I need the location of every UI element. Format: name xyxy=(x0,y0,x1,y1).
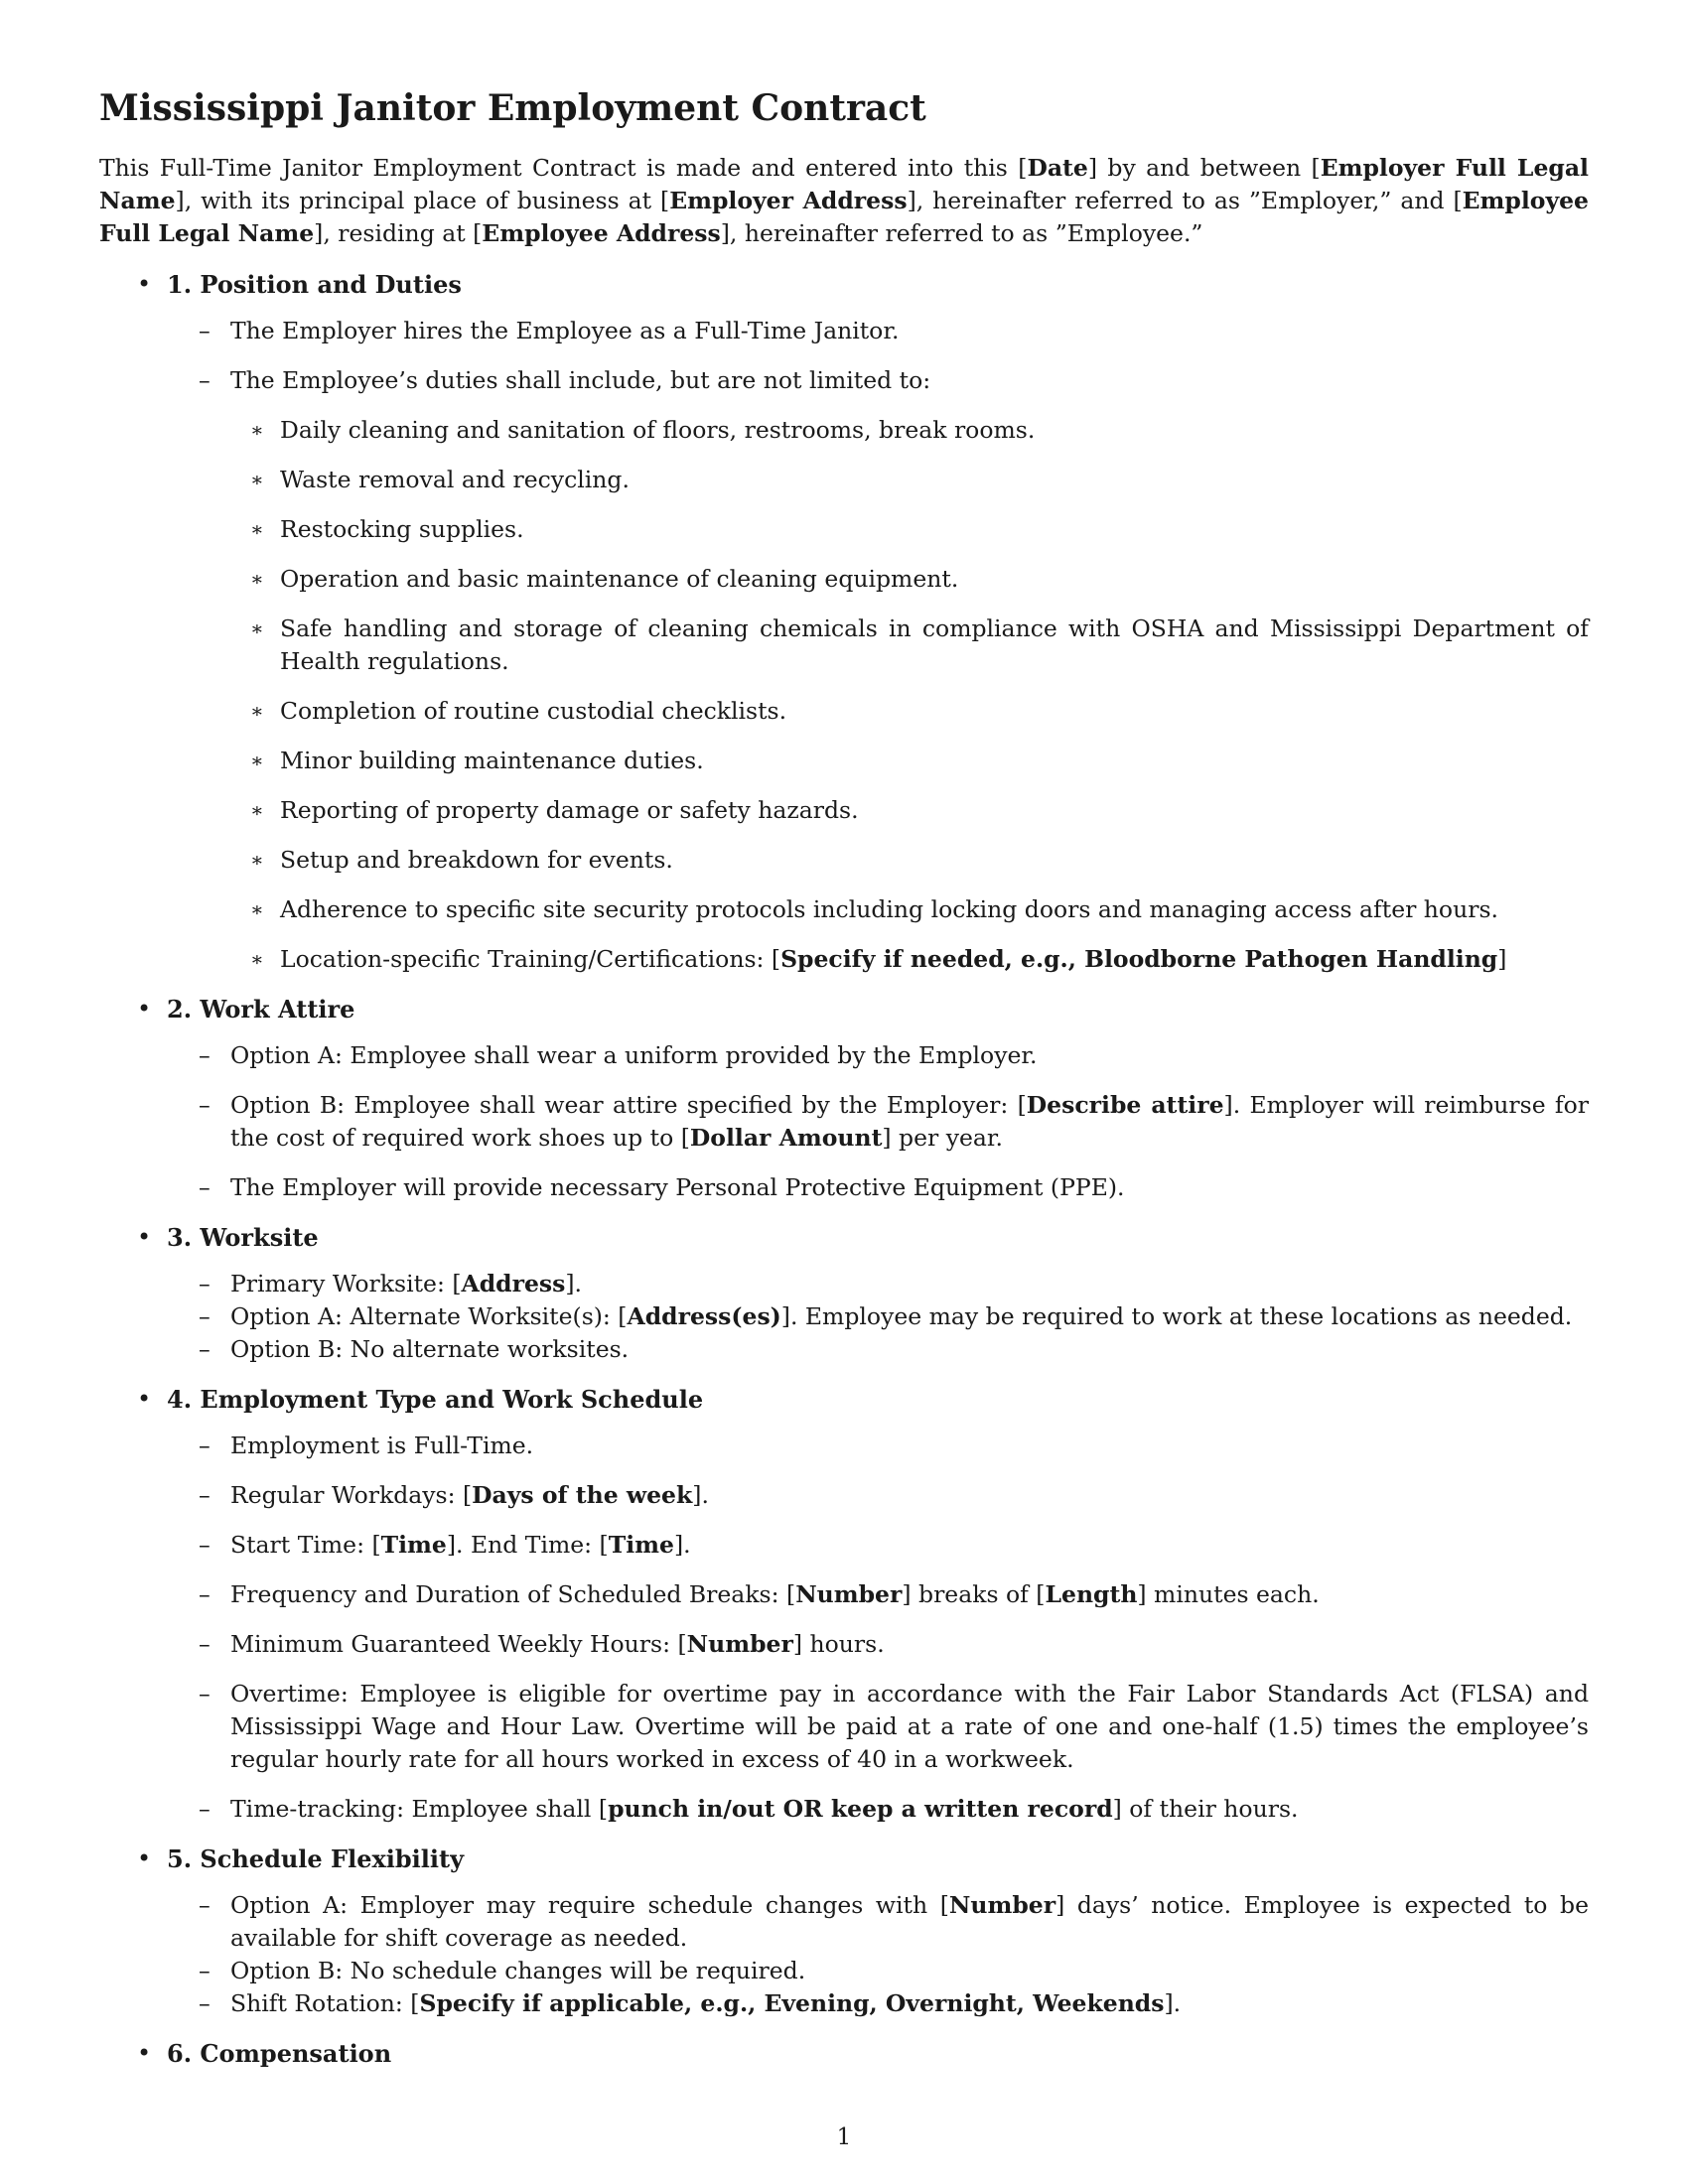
section-title: 5. Schedule Flexibility xyxy=(167,1844,465,1874)
intro-paragraph xyxy=(99,152,1589,250)
notice-days-placeholder: Number xyxy=(948,1891,1056,1920)
list-item xyxy=(167,1089,1589,1155)
list-item xyxy=(167,1529,1589,1562)
list-item xyxy=(167,1171,1589,1204)
bullet-icon: • xyxy=(137,995,152,1024)
list-item-text: ] minutes each. xyxy=(1137,1580,1320,1609)
section-position-duties xyxy=(99,268,1589,976)
list-item xyxy=(167,1678,1589,1776)
end-time-placeholder: Time xyxy=(608,1531,674,1560)
list-item xyxy=(167,1039,1589,1072)
intro-text: ], residing at [ xyxy=(314,219,483,248)
list-item-text: The Employer will provide necessary Personal Protective Equipment (PPE). xyxy=(230,1173,1125,1202)
list-item-text: The Employee’s duties shall include, but are not limited to: xyxy=(230,366,931,395)
dash-icon: – xyxy=(199,1173,211,1202)
list-item-text: The Employer hires the Employee as a Full-Time Janitor. xyxy=(230,317,900,345)
duty-text: ] xyxy=(1497,945,1507,974)
bullet-icon: • xyxy=(137,1844,152,1873)
list-item-text: Option B: Employee shall wear attire specified by the Employer: [ xyxy=(230,1091,1027,1120)
bullet-icon: • xyxy=(137,2039,152,2068)
dash-icon: – xyxy=(199,1270,211,1298)
alternate-address-placeholder: Address(es) xyxy=(627,1302,781,1331)
star-icon: ∗ xyxy=(250,848,264,873)
dash-icon: – xyxy=(199,1580,211,1609)
list-item xyxy=(167,1793,1589,1826)
dash-icon: – xyxy=(199,1680,211,1708)
dash-icon: – xyxy=(199,1630,211,1659)
list-item-text: Minimum Guaranteed Weekly Hours: [ xyxy=(230,1630,687,1659)
section-compensation xyxy=(99,2037,1589,2070)
list-item xyxy=(167,315,1589,347)
list-item-text: Time-tracking: Employee shall [ xyxy=(230,1795,609,1824)
dash-icon: – xyxy=(199,317,211,345)
duty-text: Restocking supplies. xyxy=(280,515,524,544)
list-item xyxy=(167,364,1589,397)
list-item-text: Option A: Alternate Worksite(s): [ xyxy=(230,1302,628,1331)
list-item-text: ]. xyxy=(673,1531,691,1560)
list-item-text: ] of their hours. xyxy=(1112,1795,1299,1824)
star-icon: ∗ xyxy=(250,897,264,922)
duty-item xyxy=(167,613,1589,678)
star-icon: ∗ xyxy=(250,798,264,823)
list-item-text: Shift Rotation: [ xyxy=(230,1989,420,2018)
list-item-text: ] days’ notice. Employee is expected to be available for shift coverage as needed. xyxy=(230,1891,1589,1953)
star-icon: ∗ xyxy=(250,468,264,492)
list-item-text: ] per year. xyxy=(882,1124,1004,1153)
intro-text: ], hereinafter referred to as ”Employee.” xyxy=(720,219,1203,248)
list-item-text: Frequency and Duration of Scheduled Breaks: [ xyxy=(230,1580,796,1609)
breaks-number-placeholder: Number xyxy=(795,1580,903,1609)
employer-name-placeholder: Employer Full Legal Name xyxy=(99,154,1589,215)
duty-text: Minor building maintenance duties. xyxy=(280,747,704,775)
dash-icon: – xyxy=(199,1891,211,1920)
duty-item xyxy=(167,563,1589,596)
dash-icon: – xyxy=(199,1795,211,1824)
list-item xyxy=(167,1300,1589,1333)
star-icon: ∗ xyxy=(250,567,264,592)
list-item xyxy=(167,1955,1589,1987)
page-number: 1 xyxy=(836,2124,852,2150)
duty-item xyxy=(167,893,1589,926)
time-tracking-placeholder: punch in/out OR keep a written record xyxy=(608,1795,1113,1824)
list-item-text: ]. End Time: [ xyxy=(446,1531,609,1560)
dash-icon: – xyxy=(199,1335,211,1364)
dash-icon: – xyxy=(199,1989,211,2018)
document-title: Mississippi Janitor Employment Contract xyxy=(99,87,926,129)
list-item-text: Option B: No schedule changes will be required. xyxy=(230,1957,806,1985)
start-time-placeholder: Time xyxy=(380,1531,447,1560)
attire-placeholder: Describe attire xyxy=(1026,1091,1224,1120)
duty-text: Operation and basic maintenance of cleaning equipment. xyxy=(280,565,959,594)
bullet-icon: • xyxy=(137,1223,152,1252)
address-placeholder: Address xyxy=(461,1270,566,1298)
list-item-text: ] breaks of [ xyxy=(902,1580,1046,1609)
list-item xyxy=(167,1628,1589,1661)
duty-text: Reporting of property damage or safety hazards. xyxy=(280,796,859,825)
employer-address-placeholder: Employer Address xyxy=(669,187,908,215)
list-item-text: ]. xyxy=(692,1481,709,1510)
duty-item xyxy=(167,414,1589,447)
star-icon: ∗ xyxy=(250,699,264,724)
dash-icon: – xyxy=(199,1481,211,1510)
list-item xyxy=(167,1430,1589,1462)
dash-icon: – xyxy=(199,1302,211,1331)
list-item-text: Overtime: Employee is eligible for overtime pay in accordance with the Fair Labor Standards Act (FLSA) and Mississippi Wage and Hour Law. Overtime will be paid at a rate of one and one-half (1.5) times the employee’s regular hourly rate for all hours worked in excess of 40 in a workweek. xyxy=(230,1680,1589,1774)
section-schedule-flexibility xyxy=(99,1843,1589,2020)
duty-item xyxy=(167,745,1589,777)
list-item-text: Option A: Employee shall wear a uniform provided by the Employer. xyxy=(230,1041,1038,1070)
section-title: 1. Position and Duties xyxy=(167,270,462,300)
shift-rotation-placeholder: Specify if applicable, e.g., Evening, Overnight, Weekends xyxy=(419,1989,1165,2018)
section-title: 4. Employment Type and Work Schedule xyxy=(167,1385,704,1415)
duty-text: Setup and breakdown for events. xyxy=(280,846,673,875)
star-icon: ∗ xyxy=(250,947,264,972)
list-item-text: ]. xyxy=(1164,1989,1182,2018)
dash-icon: – xyxy=(199,366,211,395)
dollar-amount-placeholder: Dollar Amount xyxy=(689,1124,883,1153)
duty-text: Waste removal and recycling. xyxy=(280,466,630,494)
section-work-attire xyxy=(99,993,1589,1204)
duty-item xyxy=(167,513,1589,546)
list-item-text: Option B: No alternate worksites. xyxy=(230,1335,630,1364)
min-hours-placeholder: Number xyxy=(686,1630,793,1659)
section-list xyxy=(99,268,1589,2070)
intro-text: ], with its principal place of business at [ xyxy=(175,187,670,215)
list-item-text: Option A: Employer may require schedule changes with [ xyxy=(230,1891,949,1920)
duty-text: Location-specific Training/Certifications: [ xyxy=(280,945,781,974)
training-placeholder: Specify if needed, e.g., Bloodborne Pathogen Handling xyxy=(780,945,1498,974)
section-employment-schedule xyxy=(99,1383,1589,1826)
list-item-text: ] hours. xyxy=(792,1630,885,1659)
section-title: 6. Compensation xyxy=(167,2039,392,2069)
duty-text: Daily cleaning and sanitation of floors, restrooms, break rooms. xyxy=(280,416,1036,445)
employee-name-placeholder: Employee Full Legal Name xyxy=(99,187,1590,248)
intro-text: This Full-Time Janitor Employment Contract is made and entered into this [ xyxy=(99,154,1028,183)
duty-item-training xyxy=(167,943,1589,976)
list-item-text: Employment is Full-Time. xyxy=(230,1432,534,1460)
duty-text: Safe handling and storage of cleaning chemicals in compliance with OSHA and Mississippi Department of Health regulations. xyxy=(280,614,1589,676)
duty-item xyxy=(167,844,1589,877)
list-item-text: Start Time: [ xyxy=(230,1531,381,1560)
breaks-length-placeholder: Length xyxy=(1045,1580,1138,1609)
star-icon: ∗ xyxy=(250,749,264,773)
duty-item xyxy=(167,695,1589,728)
intro-text: ] by and between [ xyxy=(1087,154,1321,183)
workdays-placeholder: Days of the week xyxy=(472,1481,693,1510)
duty-item xyxy=(167,794,1589,827)
list-item xyxy=(167,1578,1589,1611)
list-item-text: Primary Worksite: [ xyxy=(230,1270,462,1298)
duty-text: Adherence to specific site security protocols including locking doors and managing access after hours. xyxy=(280,895,1498,924)
list-item-text: ]. Employer will reimburse for the cost of required work shoes up to [ xyxy=(230,1091,1589,1153)
employee-address-placeholder: Employee Address xyxy=(482,219,721,248)
list-item xyxy=(167,1333,1589,1366)
dash-icon: – xyxy=(199,1041,211,1070)
list-item-text: ]. xyxy=(565,1270,583,1298)
dash-icon: – xyxy=(199,1531,211,1560)
list-item xyxy=(167,1987,1589,2020)
star-icon: ∗ xyxy=(250,517,264,542)
date-placeholder: Date xyxy=(1027,154,1088,183)
section-worksite xyxy=(99,1221,1589,1366)
duty-text: Completion of routine custodial checklists. xyxy=(280,697,787,726)
bullet-icon: • xyxy=(137,270,152,299)
bullet-icon: • xyxy=(137,1385,152,1414)
duty-item xyxy=(167,464,1589,496)
list-item-text: ]. Employee may be required to work at these locations as needed. xyxy=(780,1302,1573,1331)
list-item xyxy=(167,1889,1589,1955)
section-title: 3. Worksite xyxy=(167,1223,319,1253)
list-item xyxy=(167,1268,1589,1300)
section-title: 2. Work Attire xyxy=(167,995,355,1024)
dash-icon: – xyxy=(199,1091,211,1120)
dash-icon: – xyxy=(199,1432,211,1460)
dash-icon: – xyxy=(199,1957,211,1985)
star-icon: ∗ xyxy=(250,616,264,641)
list-item-text: Regular Workdays: [ xyxy=(230,1481,473,1510)
intro-text: ], hereinafter referred to as ”Employer,” and [ xyxy=(907,187,1463,215)
star-icon: ∗ xyxy=(250,418,264,443)
list-item xyxy=(167,1479,1589,1512)
